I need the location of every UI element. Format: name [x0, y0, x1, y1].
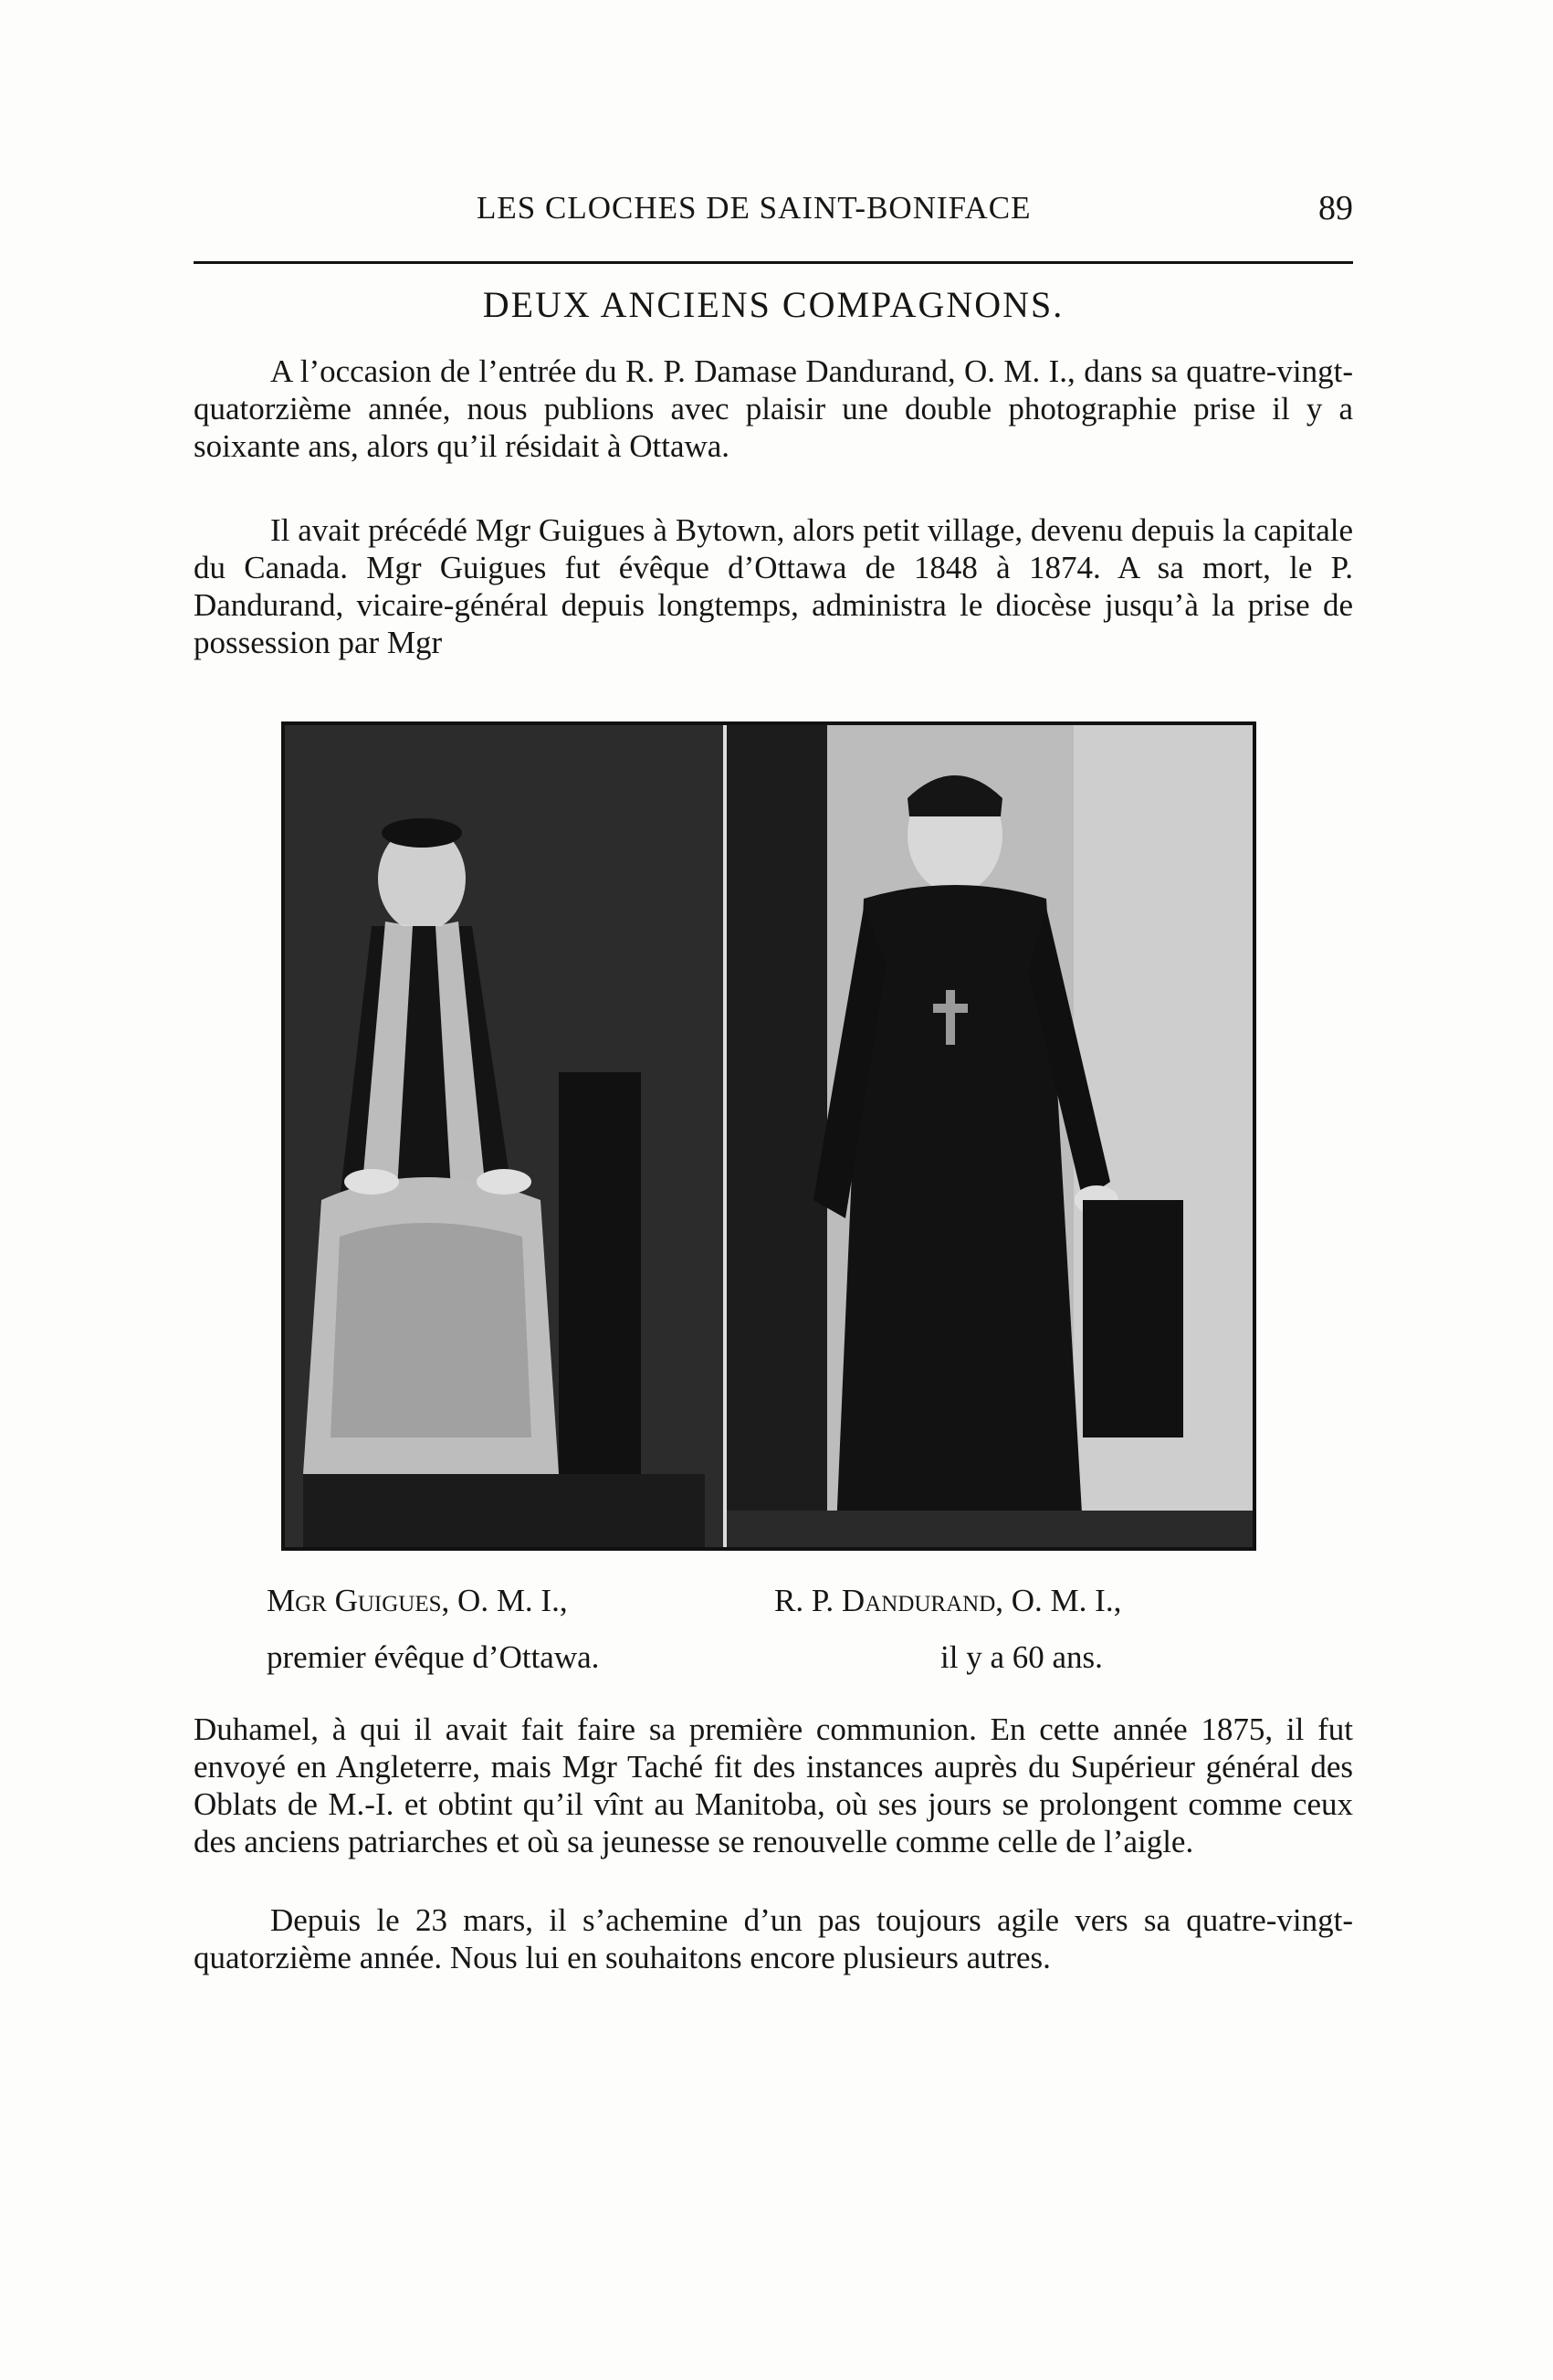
double-photograph — [281, 721, 1256, 1551]
article-title: DEUX ANCIENS COMPAGNONS. — [482, 284, 1065, 325]
caption-right-age: il y a 60 ans. — [940, 1639, 1103, 1675]
header-rule — [194, 261, 1353, 264]
page-number: 89 — [1318, 189, 1353, 227]
photo-mgr-guigues — [285, 725, 727, 1547]
caption-right-name: R. P. Dandurand, O. M. I., — [774, 1583, 1122, 1618]
running-header — [194, 190, 1353, 254]
seated-bishop-illustration — [285, 725, 723, 1547]
paragraph-2: Il avait précédé Mgr Guigues à Bytown, alors petit village, devenu depuis la capitale du Canada. Mgr Guigues fut évêque d’Ottawa de 1848 à 1874. A sa mort, le P. Dandurand, vicaire-général depuis longtemps, administra le diocèse jusqu’à la prise de possession par Mgr — [194, 512, 1353, 660]
running-title: LES CLOCHES DE SAINT-BONIFACE — [477, 190, 1032, 226]
caption-left-name: Mgr Guigues, O. M. I., — [267, 1583, 568, 1618]
paragraph-4: Depuis le 23 mars, il s’achemine d’un pas toujours agile vers sa quatre-vingt-quatorzième année. Nous lui en souhaitons encore plusieurs autres. — [194, 1902, 1353, 1975]
photo-rp-dandurand — [727, 725, 1253, 1547]
paragraph-3: Duhamel, à qui il avait fait faire sa première communion. En cette année 1875, il fut envoyé en Angleterre, mais Mgr Taché fit des instances auprès du Supérieur général des Oblats de M.-I. et obtint qu’il vînt au Manitoba, où ses jours se prolongent comme ceux des anciens patriarches et où sa jeunesse se renouvelle comme celle de l’aigle. — [194, 1711, 1353, 1859]
caption-left-title: premier évêque d’Ottawa. — [267, 1639, 600, 1675]
standing-priest-illustration — [727, 725, 1253, 1547]
paragraph-1: A l’occasion de l’entrée du R. P. Damase Dandurand, O. M. I., dans sa quatre-vingt-quatorzième année, nous publions avec plaisir une double photographie prise il y a soixante ans, alors qu’il résidait à Ottawa. — [194, 353, 1353, 464]
